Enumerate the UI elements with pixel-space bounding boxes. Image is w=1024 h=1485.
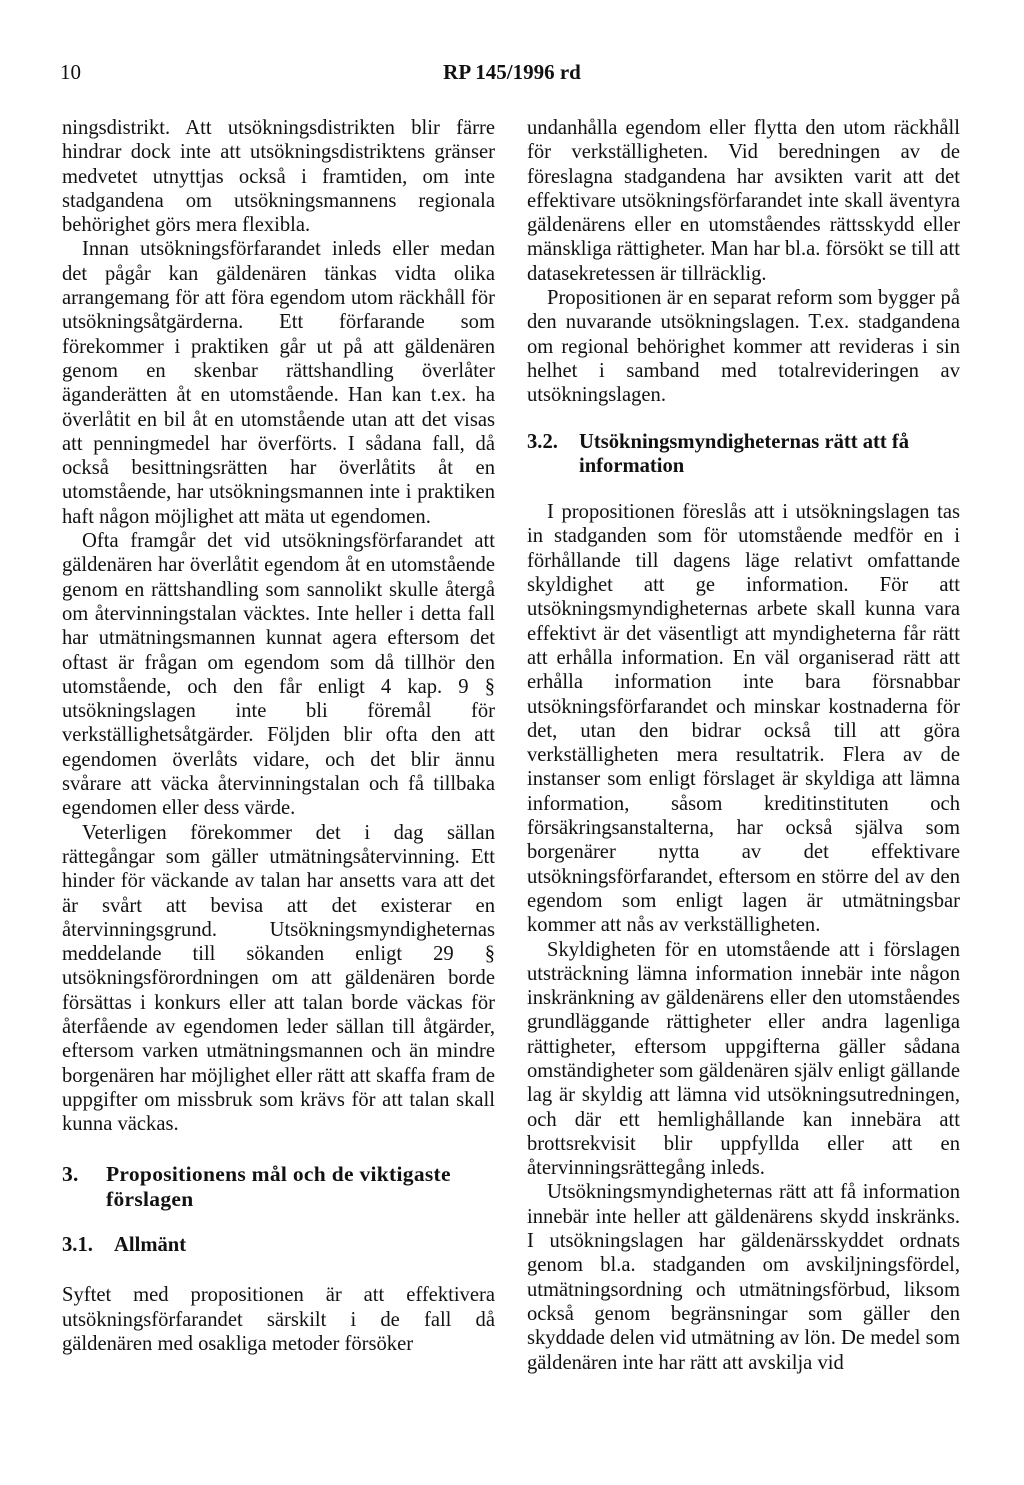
section-heading-3-1: [62, 1233, 495, 1257]
section-heading-3: [62, 1162, 495, 1211]
section-title: Allmänt: [114, 1234, 187, 1257]
page-number: 10: [60, 60, 81, 84]
paragraph: ningsdistrikt. Att utsökningsdistrikten blir färre hindrar dock inte att utsökningsdistriktens gränser medvetet utnyttjas också i framtiden, om inte stadgandena om utsökningsmannens regionala behörighet görs mera flexibla.: [62, 117, 495, 237]
paragraph: Innan utsökningsförfarandet inleds eller medan det pågår kan gäldenären tänkas vidta olika arrangemang för att föra egendom utom räckhåll för utsökningsåtgärderna. Ett förfarande som förekommer i praktiken går ut på att gäldenären genom en skenbar rättshandling överlåter äganderätten åt en utomstående. Han kan t.ex. ha överlåtit en bil åt en utomstående utan att det visas att penningmedel har överförts. I sådana fall, då också besittningsrätten har överlåtits åt en utomstående, har utsökningsmannen inte i praktiken haft någon möjlighet att mäta ut egendomen.: [62, 238, 495, 528]
paragraph: Ofta framgår det vid utsökningsförfarandet att gäldenären har överlåtit egendom åt en utomstående genom en rättshandling som sannolikt skulle återgå om återvinningstalan väcktes. Inte heller i detta fall har utmätningsmannen kunnat agera eftersom det oftast är frågan om egendom som då tillhör den utomstående, och den får enligt 4 kap. 9 § utsökningslagen inte bli föremål för verkställighetsåtgärder. Följden blir ofta den att egendomen överlåts vidare, och det blir ännu svårare att väcka återvinningstalan och få tillbaka egendomen eller dess värde.: [62, 530, 495, 820]
left-column: [62, 116, 495, 1356]
running-head: RP 145/1996 rd: [443, 60, 581, 84]
paragraph: Propositionen är en separat reform som bygger på den nuvarande utsökningslagen. T.ex. stadgandena om regional behörighet kommer att revideras i sin helhet i samband med totalrevideringen av utsökningslagen.: [527, 287, 960, 407]
paragraph: I propositionen föreslås att i utsökningslagen tas in stadganden som för utomstående medför en i förhållande till dagens läge relativt omfattande skyldighet att ge information. För att utsökningsmyndigheternas arbete skall kunna vara effektivt är det väsentligt att myndigheterna får rätt att erhålla information. En väl organiserad rätt att erhålla information inte bara försnabbar utsökningsförfarandet och minskar kostnaderna för det, utan den bidrar också till att göra verkställigheten mera resultatrik. Flera av de instanser som enligt förslaget är skyldiga att lämna information, såsom kreditinstituten och försäkringsanstalterna, har också själva som borgenärer nytta av det effektivare utsökningsförfarandet, eftersom en större del av den egendom som enligt lagen är utmätningsbar kommer att nås av verkställigheten.: [527, 501, 960, 937]
section-title: Utsökningsmyndigheternas rätt att få information: [579, 430, 910, 477]
right-column: [527, 116, 960, 1375]
section-number: 3.1.: [62, 1234, 93, 1257]
paragraph: Veterligen förekommer det i dag sällan rättegångar som gäller utmätningsåtervinning. Ett hinder för väckande av talan har ansetts vara att det är svårt att bevisa att det existerar en återvinningsgrund. Utsökningsmyndigheternas meddelande till sökanden enligt 29 § utsökningsförordningen om att gäldenären borde försättas i konkurs eller att talan borde väckas för återfående av egendomen leder sällan till åtgärder, eftersom varken utmätningsmannen och än mindre borgenären har möjlighet eller rätt att skaffa fram de uppgifter om missbruk som krävs för att talan skall kunna väckas.: [62, 821, 495, 1136]
section-title: Propositionens mål och de viktigaste förslagen: [106, 1162, 451, 1211]
section-number: 3.2.: [527, 430, 558, 453]
paragraph: Skyldigheten för en utomstående att i förslagen utsträckning lämna information innebär inte någon inskränkning av gäldenärens eller den utomståendes grundläggande rättigheter eller andra lagenliga rättigheter, eftersom uppgifterna gäller sådana omständigheter som gäldenären själv enligt gällande lag är skyldig att lämna vid utsökningsutredningen, och där ett hemlighållande kan innebära att brottsrekvisit blir uppfyllda eller att en återvinningsrättegång inleds.: [527, 938, 960, 1180]
section-number: 3.: [62, 1162, 79, 1187]
paragraph: Syftet med propositionen är att effektivera utsökningsförfarandet särskilt i de fall då gäldenären med osakliga metoder försöker: [62, 1284, 495, 1355]
section-heading-3-2: [527, 430, 960, 479]
paragraph: undanhålla egendom eller flytta den utom räckhåll för verkställigheten. Vid beredningen av de föreslagna stadgandena har avsikten varit att det effektivare utsökningsförfarandet inte skall äventyra gäldenärens eller en utomståendes rättsskydd eller mänskliga rättigheter. Man har bl.a. försökt se till att datasekretessen är tillräcklig.: [527, 117, 960, 285]
paragraph: Utsökningsmyndigheternas rätt att få information innebär inte heller att gäldenärens skydd inskränks. I utsökningslagen har gäldenärsskyddet ordnats genom bl.a. stadganden om avskiljningsfördel, utmätningsordning och utmätningsförbud, liksom också genom begränsningar som gäller den skyddade delen vid utmätning av lön. De medel som gäldenären inte har rätt att avskilja vid: [527, 1181, 960, 1374]
